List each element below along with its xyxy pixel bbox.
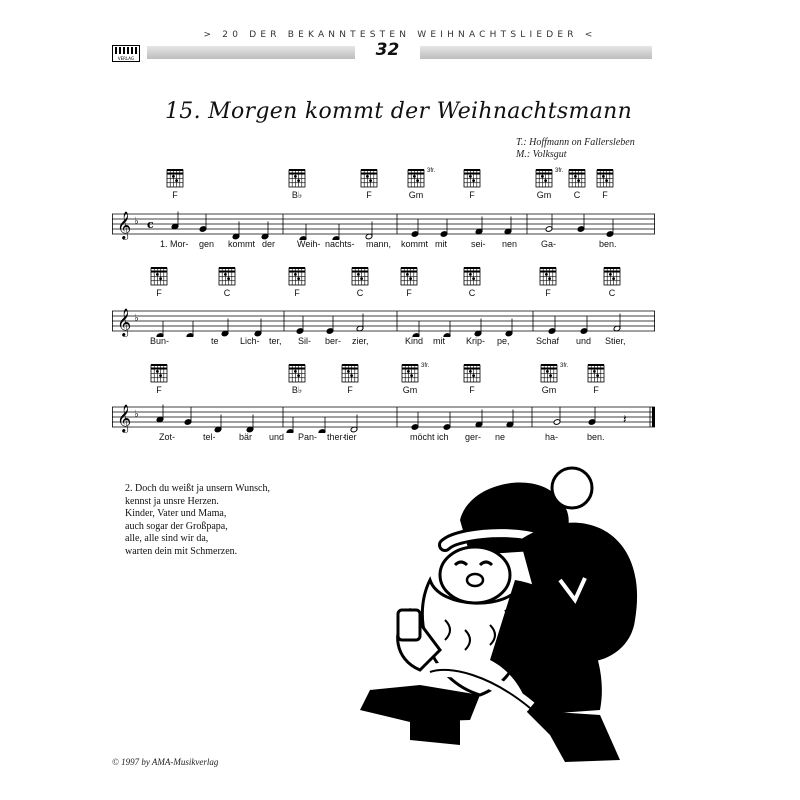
- fret-marker: 3fr.: [421, 363, 430, 369]
- lyric-syllable: Schaf: [536, 336, 560, 346]
- verse-line: alle, alle sind wir da,: [125, 533, 209, 544]
- verse-line: Kinder, Vater und Mama,: [125, 508, 227, 519]
- final-bar-thick: [652, 407, 655, 427]
- song-title: 15. Morgen kommt der Weihnachtsmann: [165, 99, 633, 124]
- chord-grid: [218, 266, 236, 286]
- lyric-syllable: pe,: [497, 336, 510, 346]
- lyric-syllable: gen: [199, 239, 215, 249]
- chord-diagram: [147, 363, 171, 396]
- composer-credit: M.: Volksgut: [516, 149, 567, 160]
- chord-grid: [351, 266, 369, 286]
- chord-name: F: [156, 385, 162, 395]
- lyric-syllable: sei-: [471, 239, 486, 249]
- lyric-syllable: Pan-: [298, 432, 318, 442]
- chord-grid: [288, 363, 306, 383]
- chord-diagram: [584, 363, 608, 396]
- page-number: 32: [375, 40, 400, 60]
- lyric-syllable: Bun-: [150, 336, 170, 346]
- chord-grid: [166, 168, 184, 188]
- chord-diagram: [215, 266, 239, 299]
- chord-diagram: [460, 168, 484, 201]
- chord-diagram: [397, 266, 421, 299]
- lyric-syllable: Weih-: [297, 239, 321, 249]
- lyric-syllable: ben.: [599, 239, 617, 249]
- chord-grid: [540, 363, 558, 383]
- verse-line: 2. Doch du weißt ja unsern Wunsch,: [125, 483, 270, 494]
- verse-line: kennst ja unsre Herzen.: [125, 495, 219, 507]
- lyric-syllable: Ga-: [541, 239, 557, 249]
- lyric-syllable: mann,: [366, 239, 392, 249]
- chord-name: F: [469, 190, 475, 200]
- music-staff: [112, 305, 655, 337]
- chord-grid: [360, 168, 378, 188]
- chord-grid: [150, 266, 168, 286]
- fret-marker: 3fr.: [560, 363, 569, 369]
- chord-name: B♭: [291, 385, 303, 395]
- lyric-syllable: mit: [433, 336, 445, 346]
- lyric-syllable: ha-: [545, 432, 559, 442]
- publisher-logo: [112, 45, 140, 62]
- lyricist-credit: T.: Hoffmann on Fallersleben: [516, 137, 635, 148]
- chord-diagram: [147, 266, 171, 299]
- chord-name: Gm: [402, 385, 418, 395]
- chord-diagram: [536, 266, 560, 299]
- chord-diagram: [398, 363, 430, 396]
- treble-clef: 𝄞: [117, 308, 132, 336]
- book-title-header: > 20 DER BEKANNTESTEN WEIHNACHTSLIEDER <: [203, 30, 597, 40]
- chord-name: F: [172, 190, 178, 200]
- chord-diagram: [537, 363, 569, 396]
- lyric-syllable: zier,: [352, 336, 369, 346]
- chord-diagram: [593, 168, 617, 201]
- chord-diagram: [285, 168, 309, 201]
- fret-marker: 3fr.: [427, 168, 436, 174]
- music-staff: [112, 401, 655, 433]
- chord-grid: [603, 266, 621, 286]
- lyric-syllable: Stier,: [605, 336, 626, 346]
- verse-2: [125, 483, 270, 558]
- chord-grid: [596, 168, 614, 188]
- chord-diagram: [163, 168, 187, 201]
- chord-diagram: [460, 363, 484, 396]
- chord-name: F: [366, 190, 372, 200]
- lyric-syllable: Zot-: [159, 432, 176, 442]
- chord-grid: [288, 168, 306, 188]
- chord-diagram: [600, 266, 624, 299]
- lyric-syllable: ne: [495, 432, 506, 442]
- quarter-rest: 𝄽: [623, 412, 627, 426]
- lyric-syllable: und: [576, 336, 592, 346]
- lyric-syllable: tel-: [203, 432, 216, 442]
- lyric-syllable: nachts-: [325, 239, 355, 249]
- lyric-syllable: ger-: [465, 432, 482, 442]
- chord-name: B♭: [291, 190, 303, 200]
- chord-grid: [407, 168, 425, 188]
- lyric-syllable: tier: [344, 432, 357, 442]
- chord-name: F: [469, 385, 475, 395]
- chord-name: Gm: [408, 190, 424, 200]
- chord-name: C: [468, 288, 476, 298]
- chord-name: F: [406, 288, 412, 298]
- lyric-syllable: bär: [239, 432, 253, 442]
- chord-grid: [535, 168, 553, 188]
- chord-grid: [400, 266, 418, 286]
- chord-name: F: [593, 385, 599, 395]
- lyric-syllable: möcht: [410, 432, 435, 442]
- chord-grid: [288, 266, 306, 286]
- lyric-syllable: 1. Mor-: [160, 239, 189, 249]
- music-staff: [112, 208, 655, 240]
- chord-name: C: [223, 288, 231, 298]
- key-signature-flat: ♭: [134, 216, 139, 227]
- lyric-syllable: Lich-: [240, 336, 260, 346]
- chord-grid: [568, 168, 586, 188]
- chord-diagram: [357, 168, 381, 201]
- chord-grid: [463, 363, 481, 383]
- chord-name: F: [294, 288, 300, 298]
- header-bar-right: [420, 46, 652, 59]
- chord-name: F: [602, 190, 608, 200]
- chord-name: F: [347, 385, 353, 395]
- lyric-syllable: ich: [437, 432, 449, 442]
- lyric-syllable: ber-: [325, 336, 342, 346]
- chord-name: F: [156, 288, 162, 298]
- chord-diagram: [565, 168, 589, 201]
- credits: [516, 137, 635, 161]
- chord-grid: [150, 363, 168, 383]
- lyric-syllable: kommt: [228, 239, 255, 249]
- chord-grid: [401, 363, 419, 383]
- chord-name: Gm: [536, 190, 552, 200]
- verse-line: auch sogar der Großpapa,: [125, 520, 228, 532]
- chord-diagram: [532, 168, 564, 201]
- lyric-syllable: ther-: [327, 432, 346, 442]
- verse-line: warten dein mit Schmerzen.: [125, 545, 238, 557]
- chord-diagram: [285, 363, 309, 396]
- chord-diagram: [285, 266, 309, 299]
- treble-clef: 𝄞: [117, 404, 132, 432]
- lyric-syllable: mit: [435, 239, 447, 249]
- chord-grid: [341, 363, 359, 383]
- chord-name: Gm: [541, 385, 557, 395]
- chord-diagram: [404, 168, 436, 201]
- svg-text:VERLAG: VERLAG: [117, 56, 135, 61]
- chord-name: F: [545, 288, 551, 298]
- key-signature-flat: ♭: [134, 313, 139, 324]
- chord-grid: [539, 266, 557, 286]
- lyric-syllable: Krip-: [466, 336, 486, 346]
- copyright-notice: © 1997 by AMA-Musikverlag: [112, 757, 219, 767]
- chord-name: C: [356, 288, 364, 298]
- chord-diagram: [338, 363, 362, 396]
- lyric-syllable: und: [269, 432, 285, 442]
- lyric-syllable: nen: [502, 239, 518, 249]
- lyric-syllable: te: [211, 336, 219, 346]
- lyric-syllable: der: [262, 239, 276, 249]
- chord-diagram: [348, 266, 372, 299]
- chord-diagram: [460, 266, 484, 299]
- fret-marker: 3fr.: [555, 168, 564, 174]
- chord-grid: [463, 168, 481, 188]
- lyric-syllable: ben.: [587, 432, 605, 442]
- chord-grid: [587, 363, 605, 383]
- chord-grid: [463, 266, 481, 286]
- lyric-syllable: kommt: [401, 239, 428, 249]
- header-bar-left: [147, 46, 355, 59]
- common-time-sign: c: [147, 218, 154, 231]
- chord-name: C: [573, 190, 581, 200]
- treble-clef: 𝄞: [117, 211, 132, 239]
- santa-illustration: [350, 460, 650, 765]
- chord-name: C: [608, 288, 616, 298]
- lyric-syllable: Kind: [405, 336, 424, 346]
- key-signature-flat: ♭: [134, 409, 139, 420]
- lyric-syllable: ter,: [269, 336, 282, 346]
- lyric-syllable: Sil-: [298, 336, 311, 346]
